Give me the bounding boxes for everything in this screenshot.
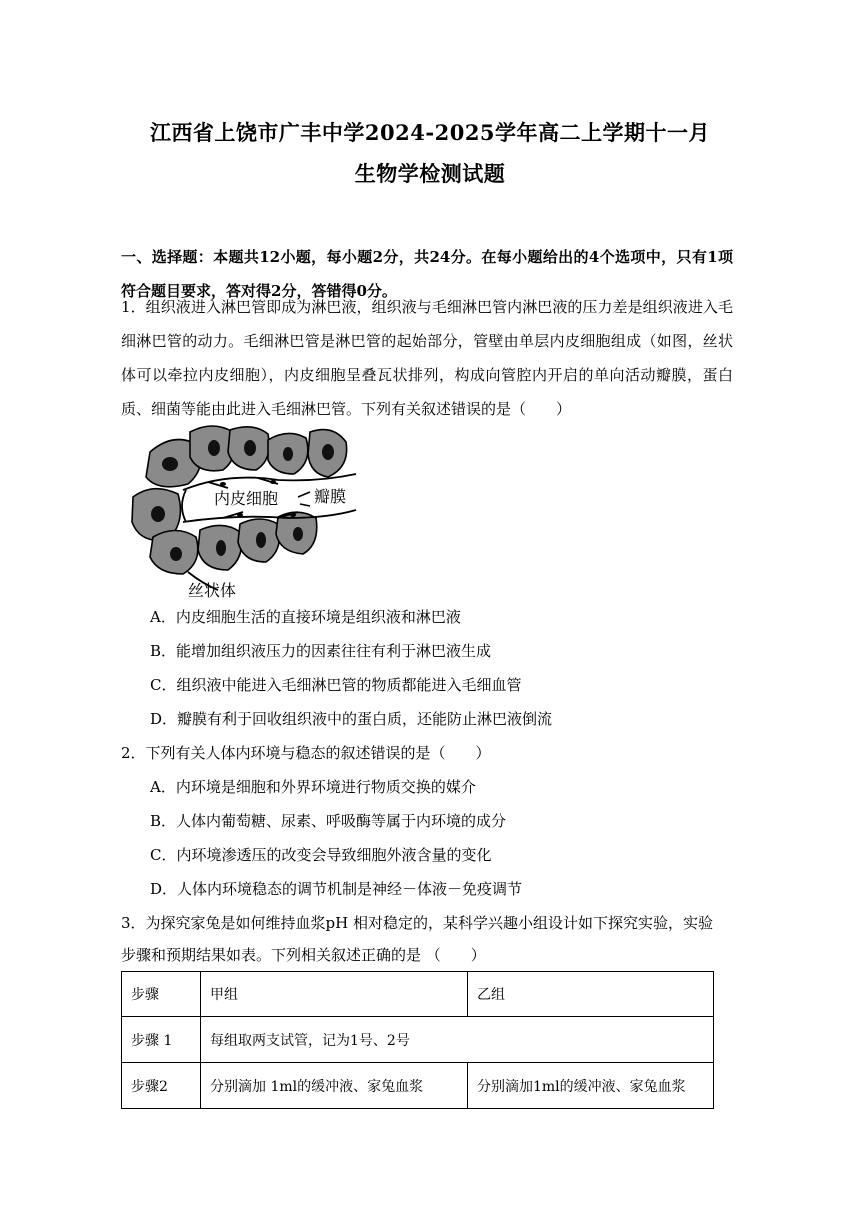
document-title-line1: 江西省上饶市广丰中学2024-2025学年高二上学期十一月 xyxy=(149,120,711,145)
table-header-group-a: 甲组 xyxy=(201,972,468,1017)
table-cell-step1-content: 每组取两支试管，记为1号、2号 xyxy=(201,1017,714,1063)
question-2-stem: 2．下列有关人体内环境与稳态的叙述错误的是（ ） xyxy=(121,744,491,762)
table-cell-step2: 步骤2 xyxy=(122,1063,201,1109)
figure-label-filament: 丝状体 xyxy=(188,583,237,600)
figure-label-valve: 瓣膜 xyxy=(314,489,347,506)
q1-option-d: D．瓣膜有利于回收组织液中的蛋白质，还能防止淋巴液倒流 xyxy=(150,710,553,728)
table-row xyxy=(122,1063,714,1109)
q2-option-a: A．内环境是细胞和外界环境进行物质交换的媒介 xyxy=(150,778,476,796)
table-cell-step2-group-b: 分别滴加1ml的缓冲液、家兔血浆 xyxy=(468,1063,714,1109)
lymph-capillary-figure xyxy=(128,422,360,600)
lymph-capillary-diagram xyxy=(128,422,360,600)
section-heading: 一、选择题：本题共12小题，每小题2分，共24分。在每小题给出的4个选项中，只有1项符合题目要求，答对得2分，答错得0分。 xyxy=(121,248,733,300)
table-cell-step2-group-a: 分别滴加 1ml的缓冲液、家兔血浆 xyxy=(201,1063,468,1109)
q1-option-c: C．组织液中能进入毛细淋巴管的物质都能进入毛细血管 xyxy=(150,676,522,694)
experiment-steps-table xyxy=(121,971,714,1109)
document-title-line2: 生物学检测试题 xyxy=(354,161,506,186)
q1-option-a: A．内皮细胞生活的直接环境是组织液和淋巴液 xyxy=(150,608,461,626)
table-header-row xyxy=(122,972,714,1017)
question-3-stem-line2: 步骤和预期结果如表。下列相关叙述正确的是 （ ） xyxy=(121,946,486,964)
figure-label-endothelial: 内皮细胞 xyxy=(214,491,279,508)
q1-option-b: B．能增加组织液压力的因素往往有利于淋巴液生成 xyxy=(150,642,492,660)
q2-option-b: B．人体内葡萄糖、尿素、呼吸酶等属于内环境的成分 xyxy=(150,812,507,830)
table-header-group-b: 乙组 xyxy=(468,972,714,1017)
table-cell-step1: 步骤 1 xyxy=(122,1017,201,1063)
q2-option-d: D．人体内环境稳态的调节机制是神经－体液－免疫调节 xyxy=(150,880,523,898)
table-row xyxy=(122,1017,714,1063)
question-3-stem-line1: 3．为探究家兔是如何维持血浆pH 相对稳定的，某科学兴趣小组设计如下探究实验，实验 xyxy=(121,914,713,932)
q2-option-c: C．内环境渗透压的改变会导致细胞外液含量的变化 xyxy=(150,846,492,864)
table-header-step: 步骤 xyxy=(122,972,201,1017)
question-1-stem: 1．组织液进入淋巴管即成为淋巴液，组织液与毛细淋巴管内淋巴液的压力差是组织液进入毛细淋巴管的动力。毛细淋巴管是淋巴管的起始部分，管壁由单层内皮细胞组成（如图，丝状体可以牵拉内皮细胞），内皮细胞呈叠瓦状排列，构成向管腔内开启的单向活动瓣膜，蛋白质、细菌等能由此进入毛细淋巴管。下列有关叙述错误的是（ ） xyxy=(121,298,733,418)
